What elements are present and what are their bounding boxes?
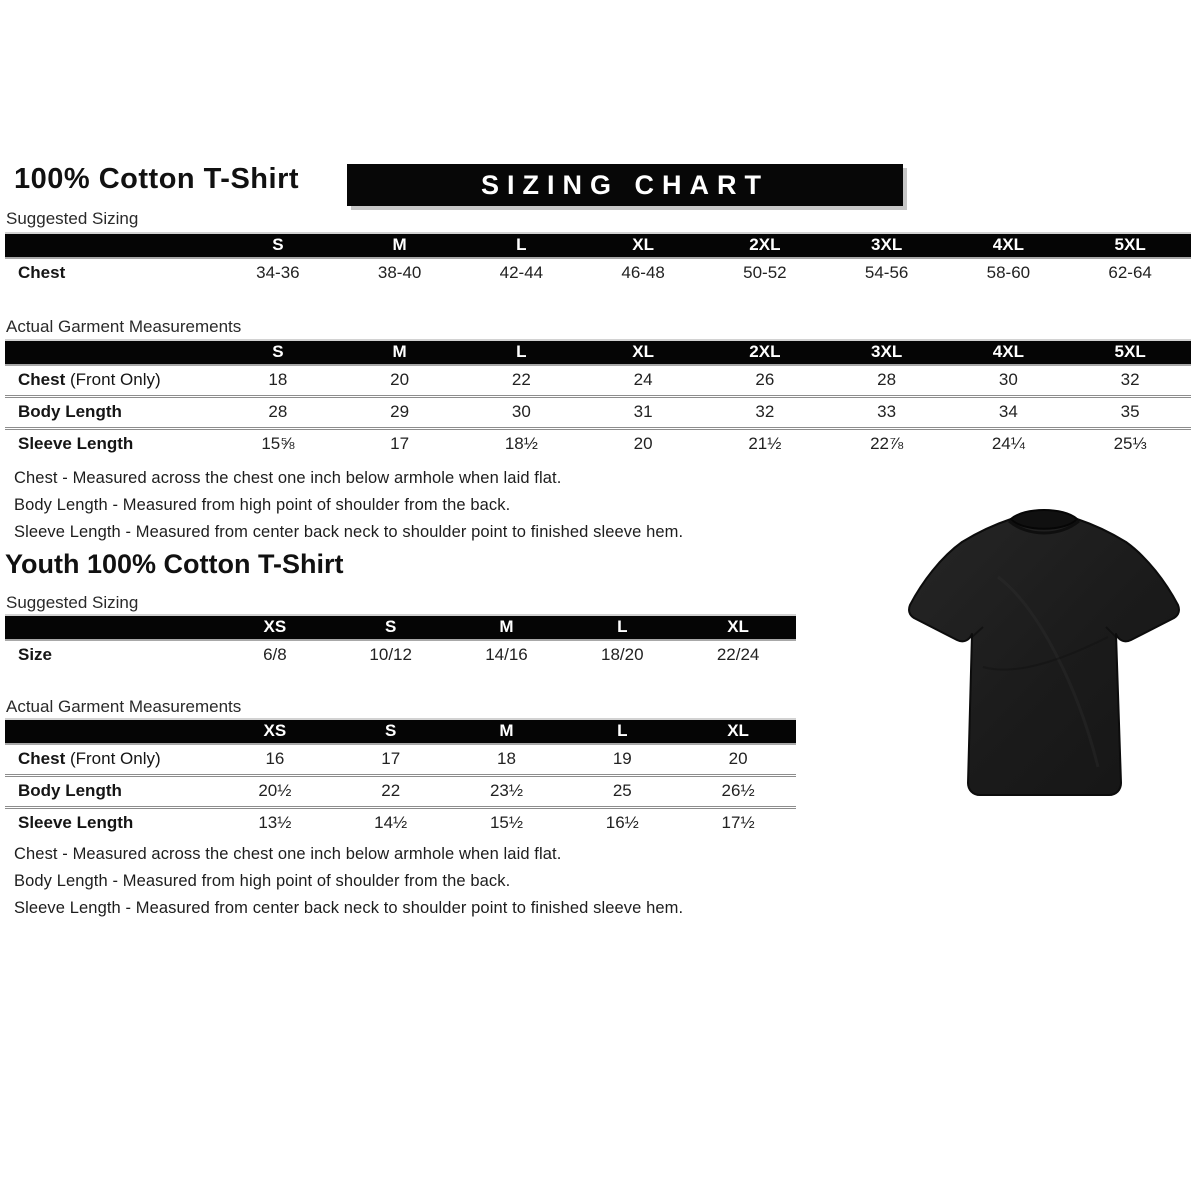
table-row [5, 776, 796, 808]
column-header-xs: XS [217, 719, 333, 744]
column-header-3xl: 3XL [826, 340, 948, 365]
cell-value: 33 [826, 397, 948, 429]
row-label: Chest [5, 258, 217, 288]
column-header-xl: XL [582, 340, 704, 365]
youth-measurement-notes [14, 845, 814, 926]
cell-value: 17½ [680, 808, 796, 839]
row-label: Body Length [5, 776, 217, 808]
adult-measurements-table [5, 339, 1191, 459]
cell-value: 25⅓ [1069, 429, 1191, 460]
column-header-m: M [339, 340, 461, 365]
row-label: Size [5, 640, 217, 670]
cell-value: 20½ [217, 776, 333, 808]
page-title: 100% Cotton T-Shirt [14, 163, 300, 195]
table-row [5, 365, 1191, 397]
youth-actual-measurements-label: Actual Garment Measurements [6, 697, 242, 716]
row-label: Sleeve Length [5, 429, 217, 460]
row-label: Body Length [5, 397, 217, 429]
tshirt-collar [1011, 510, 1077, 529]
column-header-m: M [449, 719, 565, 744]
cell-value: 28 [217, 397, 339, 429]
corner-cell [5, 340, 217, 365]
cell-value: 17 [333, 744, 449, 776]
column-header-l: L [461, 233, 583, 258]
column-header-l: L [564, 719, 680, 744]
row-label: Sleeve Length [5, 808, 217, 839]
cell-value: 14½ [333, 808, 449, 839]
column-header-m: M [339, 233, 461, 258]
adult-suggested-sizing-table [5, 232, 1191, 288]
sizing-chart-banner: SIZING CHART [347, 164, 903, 206]
cell-value: 16½ [564, 808, 680, 839]
cell-value: 58-60 [948, 258, 1070, 288]
corner-cell [5, 233, 217, 258]
tshirt-product-image [888, 487, 1200, 809]
column-header-xl: XL [680, 719, 796, 744]
column-header-s: S [217, 233, 339, 258]
cell-value: 46-48 [582, 258, 704, 288]
column-header-l: L [461, 340, 583, 365]
table-header-row [5, 233, 1191, 258]
cell-value: 20 [582, 429, 704, 460]
youth-measurements-table [5, 718, 796, 838]
column-header-3xl: 3XL [826, 233, 948, 258]
youth-suggested-sizing-label: Suggested Sizing [6, 593, 139, 612]
cell-value: 28 [826, 365, 948, 397]
note-sleeve-length: Sleeve Length - Measured from center back neck to shoulder point to finished sleeve hem. [14, 523, 684, 541]
table-header-row [5, 615, 796, 640]
cell-value: 17 [339, 429, 461, 460]
cell-value: 18 [217, 365, 339, 397]
cell-value: 32 [1069, 365, 1191, 397]
cell-value: 24 [582, 365, 704, 397]
actual-measurements-label: Actual Garment Measurements [6, 317, 242, 336]
column-header-5xl: 5XL [1069, 233, 1191, 258]
cell-value: 24¼ [948, 429, 1070, 460]
row-label: Chest (Front Only) [5, 744, 217, 776]
cell-value: 34 [948, 397, 1070, 429]
cell-value: 29 [339, 397, 461, 429]
table-row [5, 640, 796, 670]
cell-value: 31 [582, 397, 704, 429]
column-header-4xl: 4XL [948, 233, 1070, 258]
cell-value: 23½ [449, 776, 565, 808]
table-header-row [5, 719, 796, 744]
cell-value: 6/8 [217, 640, 333, 670]
column-header-2xl: 2XL [704, 340, 826, 365]
suggested-sizing-label: Suggested Sizing [6, 209, 139, 228]
table-row [5, 429, 1191, 460]
cell-value: 26 [704, 365, 826, 397]
cell-value: 18½ [461, 429, 583, 460]
cell-value: 20 [680, 744, 796, 776]
corner-cell [5, 615, 217, 640]
tshirt-body [909, 511, 1179, 795]
corner-cell [5, 719, 217, 744]
black-tshirt-graphic [888, 487, 1200, 809]
table-header-row [5, 340, 1191, 365]
column-header-s: S [333, 719, 449, 744]
cell-value: 25 [564, 776, 680, 808]
cell-value: 50-52 [704, 258, 826, 288]
cell-value: 21½ [704, 429, 826, 460]
column-header-xl: XL [582, 233, 704, 258]
cell-value: 10/12 [333, 640, 449, 670]
table-row [5, 397, 1191, 429]
youth-title: Youth 100% Cotton T-Shirt [5, 549, 344, 579]
cell-value: 38-40 [339, 258, 461, 288]
cell-value: 16 [217, 744, 333, 776]
cell-value: 32 [704, 397, 826, 429]
cell-value: 22/24 [680, 640, 796, 670]
cell-value: 54-56 [826, 258, 948, 288]
cell-value: 18/20 [564, 640, 680, 670]
note-sleeve-length: Sleeve Length - Measured from center back neck to shoulder point to finished sleeve hem. [14, 899, 684, 917]
table-row [5, 744, 796, 776]
column-header-2xl: 2XL [704, 233, 826, 258]
cell-value: 42-44 [461, 258, 583, 288]
column-header-s: S [333, 615, 449, 640]
cell-value: 20 [339, 365, 461, 397]
note-body-length: Body Length - Measured from high point of shoulder from the back. [14, 872, 511, 890]
cell-value: 26½ [680, 776, 796, 808]
cell-value: 22 [461, 365, 583, 397]
cell-value: 30 [461, 397, 583, 429]
row-label: Chest (Front Only) [5, 365, 217, 397]
column-header-xl: XL [680, 615, 796, 640]
cell-value: 22⅞ [826, 429, 948, 460]
note-body-length: Body Length - Measured from high point of shoulder from the back. [14, 496, 511, 514]
column-header-xs: XS [217, 615, 333, 640]
column-header-s: S [217, 340, 339, 365]
youth-suggested-sizing-table [5, 614, 796, 670]
note-chest: Chest - Measured across the chest one inch below armhole when laid flat. [14, 469, 562, 487]
column-header-l: L [564, 615, 680, 640]
adult-measurement-notes [14, 469, 814, 550]
table-row [5, 258, 1191, 288]
cell-value: 35 [1069, 397, 1191, 429]
column-header-5xl: 5XL [1069, 340, 1191, 365]
column-header-m: M [449, 615, 565, 640]
cell-value: 22 [333, 776, 449, 808]
cell-value: 13½ [217, 808, 333, 839]
note-chest: Chest - Measured across the chest one inch below armhole when laid flat. [14, 845, 562, 863]
table-row [5, 808, 796, 839]
cell-value: 62-64 [1069, 258, 1191, 288]
cell-value: 14/16 [449, 640, 565, 670]
cell-value: 30 [948, 365, 1070, 397]
cell-value: 18 [449, 744, 565, 776]
column-header-4xl: 4XL [948, 340, 1070, 365]
cell-value: 15½ [449, 808, 565, 839]
cell-value: 34-36 [217, 258, 339, 288]
cell-value: 19 [564, 744, 680, 776]
cell-value: 15⅝ [217, 429, 339, 460]
